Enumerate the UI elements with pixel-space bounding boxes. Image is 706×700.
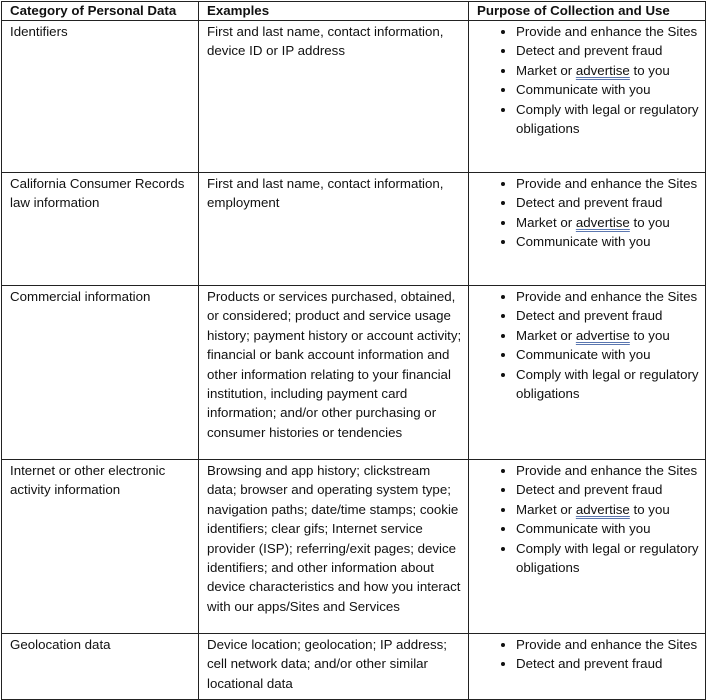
list-item: • Detect and prevent fraud bbox=[516, 41, 700, 60]
category-cell: Internet or other electronic activity information bbox=[2, 460, 199, 634]
table-row bbox=[2, 286, 706, 460]
table-row bbox=[2, 460, 706, 634]
purpose-cell bbox=[469, 173, 706, 286]
advertise-link[interactable]: advertise bbox=[575, 214, 630, 230]
list-item: • Communicate with you bbox=[516, 80, 700, 99]
header-examples: Examples bbox=[199, 2, 469, 21]
market-text: Market or bbox=[516, 214, 576, 230]
category-cell: Identifiers bbox=[2, 21, 199, 173]
purpose-list bbox=[477, 635, 700, 674]
list-item: • Comply with legal or regulatory obligations bbox=[516, 539, 700, 578]
market-suffix: to you bbox=[629, 214, 670, 230]
list-item: • Provide and enhance the Sites bbox=[516, 635, 700, 654]
personal-data-table bbox=[1, 1, 706, 700]
list-item bbox=[516, 213, 700, 232]
category-cell: Commercial information bbox=[2, 286, 199, 460]
list-item: • Provide and enhance the Sites bbox=[516, 287, 700, 306]
purpose-list bbox=[477, 461, 700, 577]
list-item bbox=[516, 326, 700, 345]
advertise-link[interactable]: advertise bbox=[575, 327, 630, 343]
advertise-link[interactable]: advertise bbox=[575, 62, 630, 78]
category-cell: California Consumer Records law information bbox=[2, 173, 199, 286]
examples-cell: First and last name, contact information, employment bbox=[199, 173, 469, 286]
list-item: • Detect and prevent fraud bbox=[516, 306, 700, 325]
table-row bbox=[2, 634, 706, 700]
category-cell: Geolocation data bbox=[2, 634, 199, 700]
market-suffix: to you bbox=[629, 62, 670, 78]
list-item: • Comply with legal or regulatory obligations bbox=[516, 365, 700, 404]
examples-cell: Browsing and app history; clickstream data; browser and operating system type; navigation paths; date/time stamps; cookie identifiers; clear gifs; Internet service provider (ISP); referring/exit pages; device identifiers; and other information about device characteristics and how you interact with our apps/Sites and Services bbox=[199, 460, 469, 634]
list-item: • Comply with legal or regulatory obligations bbox=[516, 100, 700, 139]
purpose-list bbox=[477, 174, 700, 252]
market-text: Market or bbox=[516, 327, 576, 343]
examples-cell: Products or services purchased, obtained, or considered; product and service usage history; payment history or account activity; financial or bank account information and other information relating to your financial institution, including payment card information; and/or other purchasing or consumer histories or tendencies bbox=[199, 286, 469, 460]
list-item: • Detect and prevent fraud bbox=[516, 654, 700, 673]
table-row bbox=[2, 173, 706, 286]
examples-cell: Device location; geolocation; IP address; cell network data; and/or other similar locational data bbox=[199, 634, 469, 700]
purpose-cell bbox=[469, 286, 706, 460]
list-item: • Detect and prevent fraud bbox=[516, 480, 700, 499]
table-header-row bbox=[2, 2, 706, 21]
market-suffix: to you bbox=[629, 327, 670, 343]
list-item: • Communicate with you bbox=[516, 345, 700, 364]
list-item bbox=[516, 61, 700, 80]
list-item: • Communicate with you bbox=[516, 519, 700, 538]
list-item: • Detect and prevent fraud bbox=[516, 193, 700, 212]
purpose-list bbox=[477, 287, 700, 403]
list-item: • Provide and enhance the Sites bbox=[516, 461, 700, 480]
list-item: • Provide and enhance the Sites bbox=[516, 174, 700, 193]
purpose-cell bbox=[469, 21, 706, 173]
market-text: Market or bbox=[516, 501, 576, 517]
header-purpose: Purpose of Collection and Use bbox=[469, 2, 706, 21]
examples-cell: First and last name, contact information, device ID or IP address bbox=[199, 21, 469, 173]
advertise-link[interactable]: advertise bbox=[575, 501, 630, 517]
market-text: Market or bbox=[516, 62, 576, 78]
table-row bbox=[2, 21, 706, 173]
header-category: Category of Personal Data bbox=[2, 2, 199, 21]
purpose-cell bbox=[469, 460, 706, 634]
list-item bbox=[516, 500, 700, 519]
purpose-list bbox=[477, 22, 700, 138]
purpose-cell bbox=[469, 634, 706, 700]
list-item: • Communicate with you bbox=[516, 232, 700, 251]
list-item: • Provide and enhance the Sites bbox=[516, 22, 700, 41]
market-suffix: to you bbox=[629, 501, 670, 517]
